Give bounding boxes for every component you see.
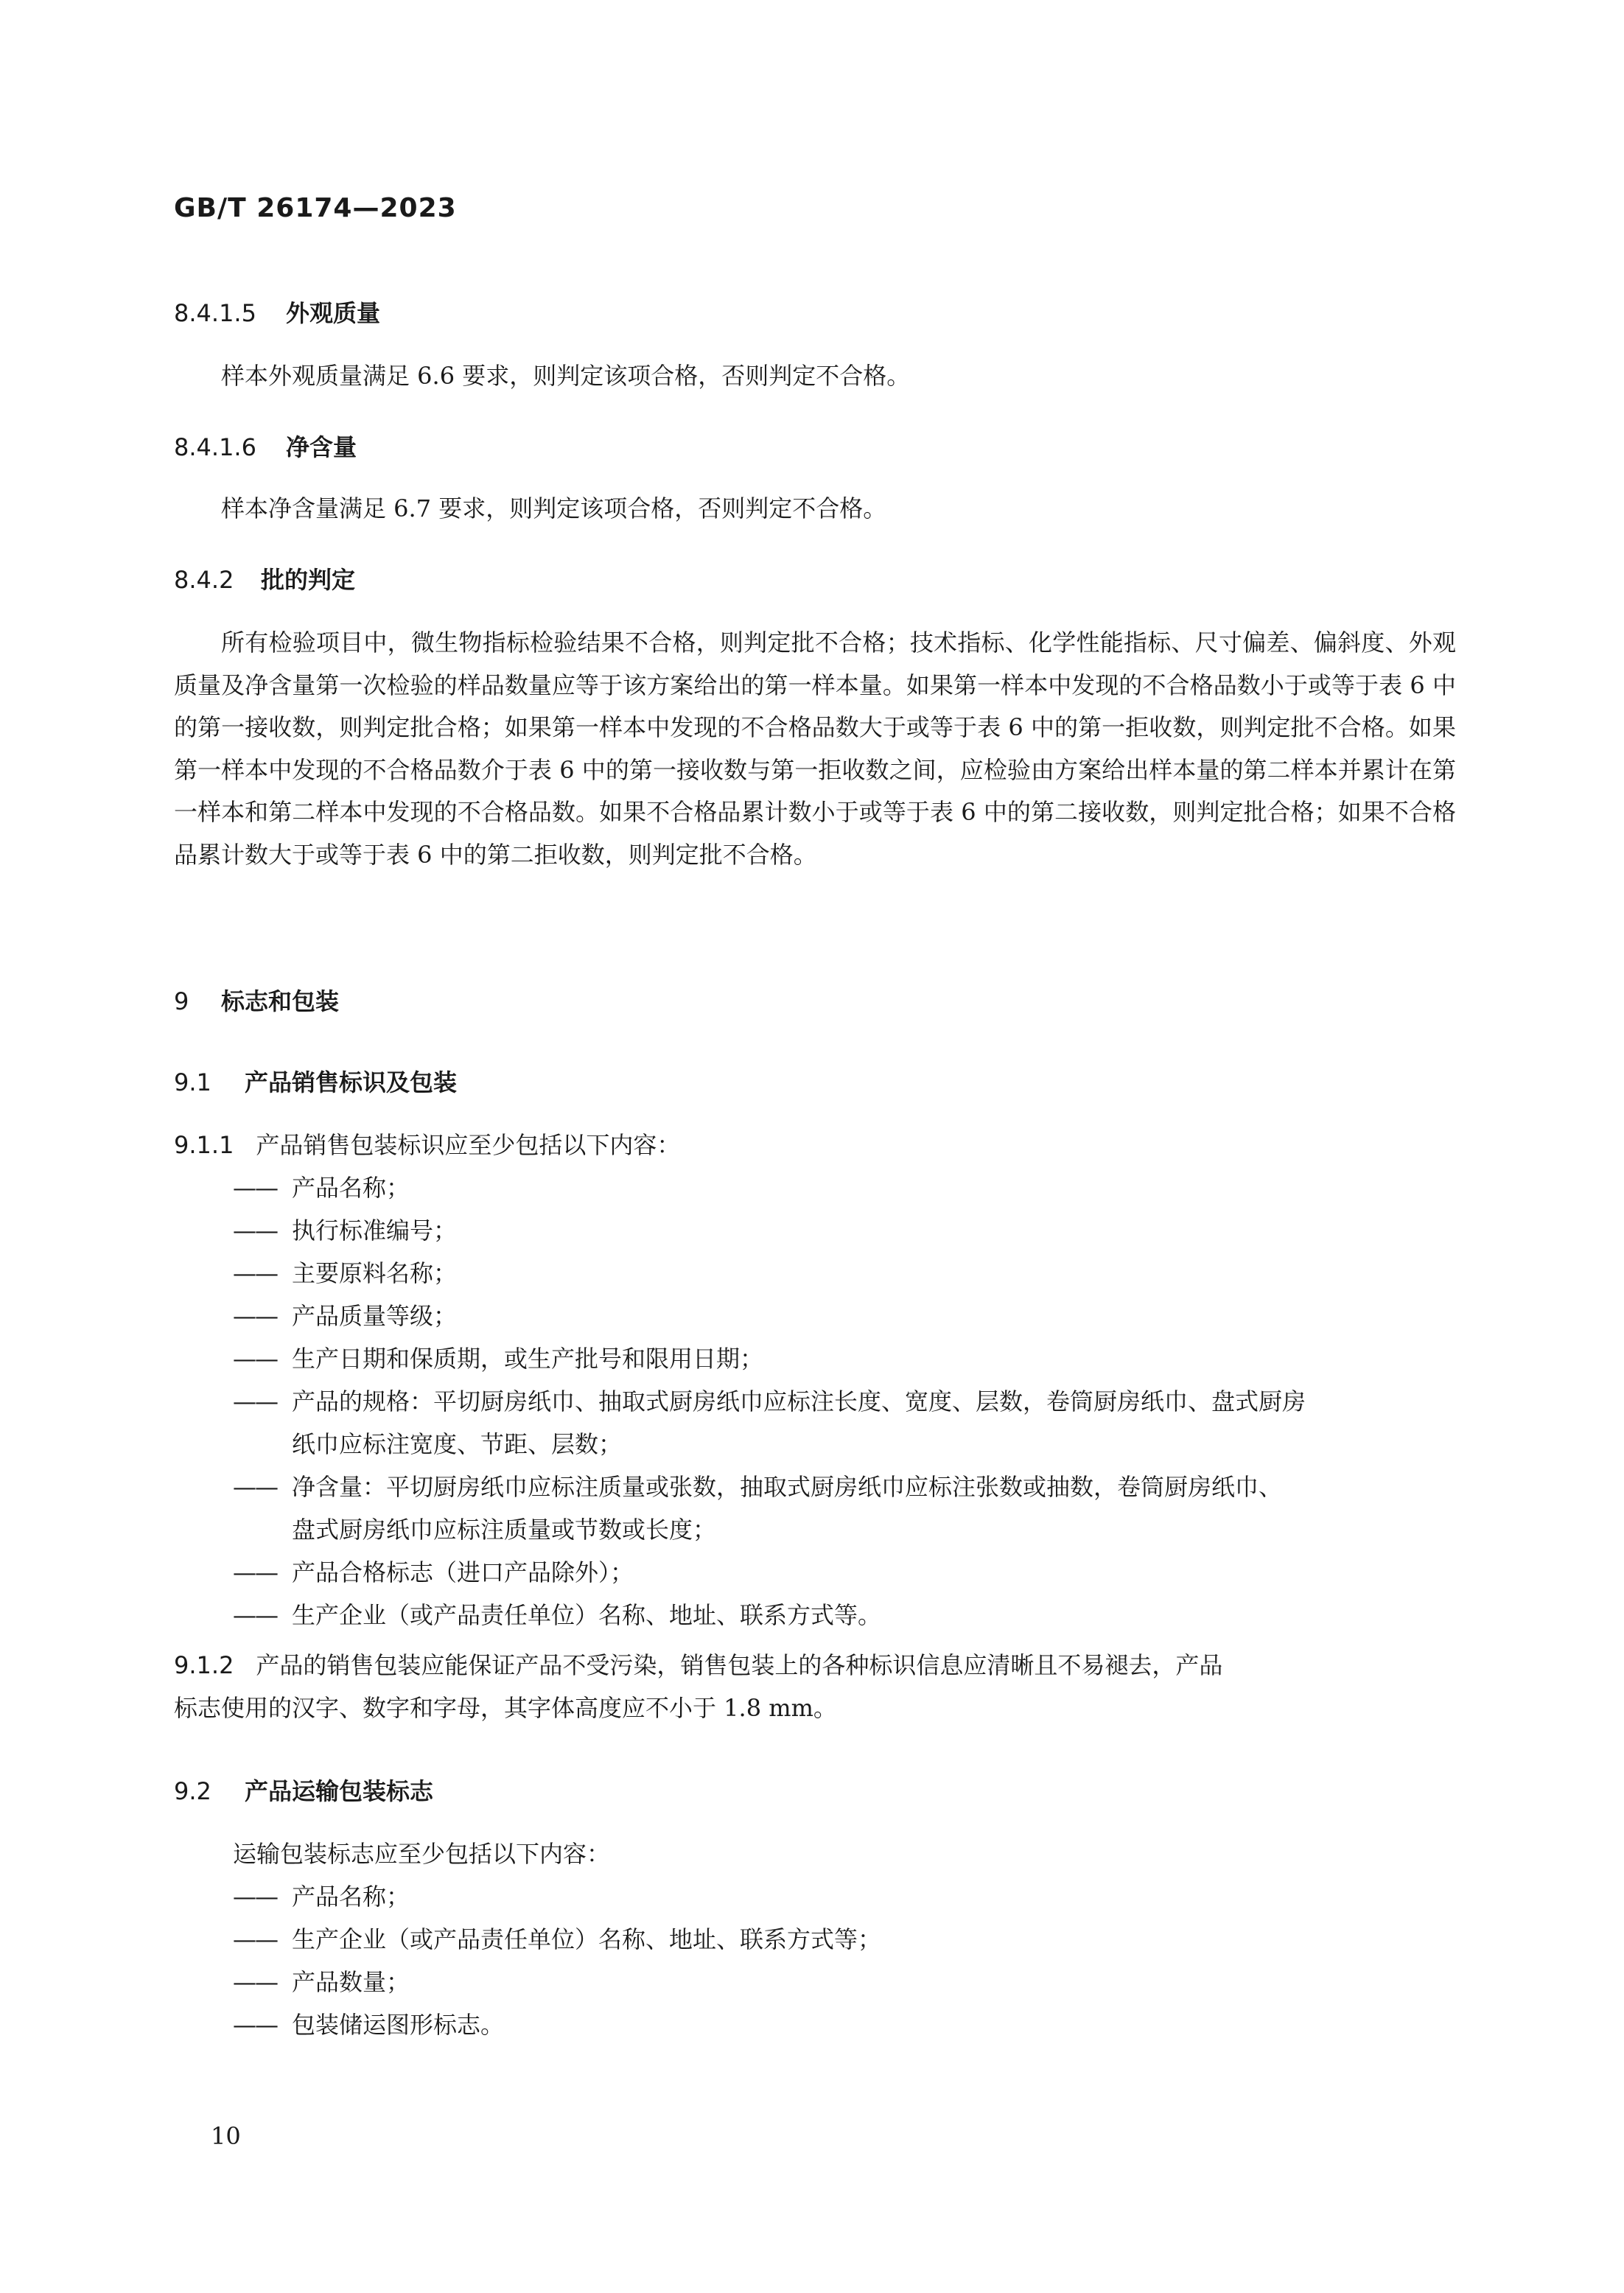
heading-8-4-1-6 (174, 429, 357, 463)
dash: —— (233, 1259, 277, 1287)
list-item-text: 产品质量等级； (292, 1302, 458, 1330)
list-item (233, 1253, 457, 1294)
section-number: 8.4.1.6 (174, 433, 256, 461)
list-item-text: 产品名称； (292, 1883, 410, 1911)
dash: —— (233, 1302, 277, 1330)
section-title: 批的判定 (261, 566, 356, 594)
clause-9-1-1 (174, 1124, 680, 1166)
heading-8-4-1-5 (174, 295, 380, 329)
list-item (233, 1381, 1306, 1422)
list-item-text: 包装储运图形标志。 (292, 2011, 505, 2039)
paragraph: 所有检验项目中，微生物指标检验结果不合格，则判定批不合格；技术指标、化学性能指标、尺寸偏差、偏斜度、外观质量及净含量第一次检验的样品数量应等于该方案给出的第一样本量。如果第一样本中发现的不合格品数小于或等于表 6 中的第一接收数，则判定批合格；如果第一样本中发现的不合格品数大于或等于表 6 中的第一拒收数，则判定批不合格。如果第一样本中发现的不合格品数介于表 6 中的第一接收数与第一拒收数之间，应检验由方案给出样本量的第二样本并累计在第一样本和第二样本中发现的不合格品数。如果不合格品累计数小于或等于表 6 中的第二接收数，则判定批合格；如果不合格品累计数大于或等于表 6 中的第二拒收数，则判定批不合格。 (174, 629, 1456, 869)
list-item (233, 1295, 457, 1337)
dash: —— (233, 2011, 277, 2039)
dash: —— (233, 1345, 277, 1373)
section-title: 标志和包装 (221, 987, 340, 1015)
list-item-text: 产品名称； (292, 1174, 410, 1202)
section-number: 8.4.2 (174, 566, 234, 594)
list-item-text: 生产企业（或产品责任单位）名称、地址、联系方式等。 (292, 1601, 882, 1629)
dash: —— (233, 1216, 277, 1244)
list-item (233, 1167, 410, 1208)
paragraph: 样本外观质量满足 6.6 要求，则判定该项合格，否则判定不合格。 (221, 362, 911, 390)
section-title: 净含量 (286, 433, 357, 461)
dash: —— (233, 1601, 277, 1629)
dash: —— (233, 1883, 277, 1911)
dash: —— (233, 1558, 277, 1586)
clause-number: 9.1.2 (174, 1651, 234, 1679)
clause-intro: 产品销售包装标识应至少包括以下内容： (256, 1131, 681, 1159)
dash: —— (233, 1174, 277, 1202)
list-item-continuation: 盘式厨房纸巾应标注质量或节数或长度； (292, 1516, 717, 1544)
list-item (233, 1594, 881, 1636)
clause-text: 产品的销售包装应能保证产品不受污染，销售包装上的各种标识信息应清晰且不易褪去，产品 (256, 1651, 1223, 1679)
paragraph: 运输包装标志应至少包括以下内容： (233, 1840, 611, 1868)
list-item (233, 1961, 410, 2003)
section-number: 9.2 (174, 1777, 211, 1805)
list-item (233, 1338, 763, 1379)
heading-8-4-2 (174, 561, 355, 595)
dash: —— (233, 1968, 277, 1996)
list-item-continuation: 纸巾应标注宽度、节距、层数； (292, 1430, 623, 1458)
dash: —— (233, 1473, 277, 1501)
clause-9-1-2 (174, 1645, 1222, 1686)
dash: —— (233, 1387, 277, 1415)
heading-9-1 (174, 1064, 457, 1098)
list-item-text: 净含量：平切厨房纸巾应标注质量或张数，抽取式厨房纸巾应标注张数或抽数，卷筒厨房纸巾、 (292, 1473, 1283, 1501)
section-title: 产品销售标识及包装 (245, 1068, 458, 1096)
heading-9-2 (174, 1773, 433, 1807)
list-item (233, 1919, 881, 1960)
list-item-text: 执行标准编号； (292, 1216, 458, 1244)
clause-text-continuation: 标志使用的汉字、数字和字母，其字体高度应不小于 1.8 mm。 (174, 1694, 837, 1722)
list-item (233, 2004, 504, 2045)
paragraph: 样本净含量满足 6.7 要求，则判定该项合格，否则判定不合格。 (221, 494, 887, 522)
list-item-text: 生产日期和保质期，或生产批号和限用日期； (292, 1345, 764, 1373)
dash: —— (233, 1925, 277, 1953)
section-title: 外观质量 (286, 299, 381, 327)
list-item-text: 生产企业（或产品责任单位）名称、地址、联系方式等； (292, 1925, 882, 1953)
section-number: 9 (174, 987, 189, 1015)
list-item (233, 1876, 410, 1917)
clause-number: 9.1.1 (174, 1131, 234, 1159)
list-item (233, 1210, 457, 1251)
page-number: 10 (211, 2122, 241, 2150)
standard-number: GB/T 26174—2023 (174, 193, 457, 223)
section-title: 产品运输包装标志 (245, 1777, 434, 1805)
list-item-text: 产品的规格：平切厨房纸巾、抽取式厨房纸巾应标注长度、宽度、层数，卷筒厨房纸巾、盘式厨房 (292, 1387, 1306, 1415)
heading-9 (174, 983, 339, 1017)
section-number: 8.4.1.5 (174, 299, 256, 327)
list-item (233, 1552, 634, 1593)
section-number: 9.1 (174, 1068, 211, 1096)
list-item-text: 主要原料名称； (292, 1259, 458, 1287)
list-item-text: 产品合格标志（进口产品除外）； (292, 1558, 634, 1586)
list-item-text: 产品数量； (292, 1968, 410, 1996)
list-item (233, 1466, 1282, 1508)
